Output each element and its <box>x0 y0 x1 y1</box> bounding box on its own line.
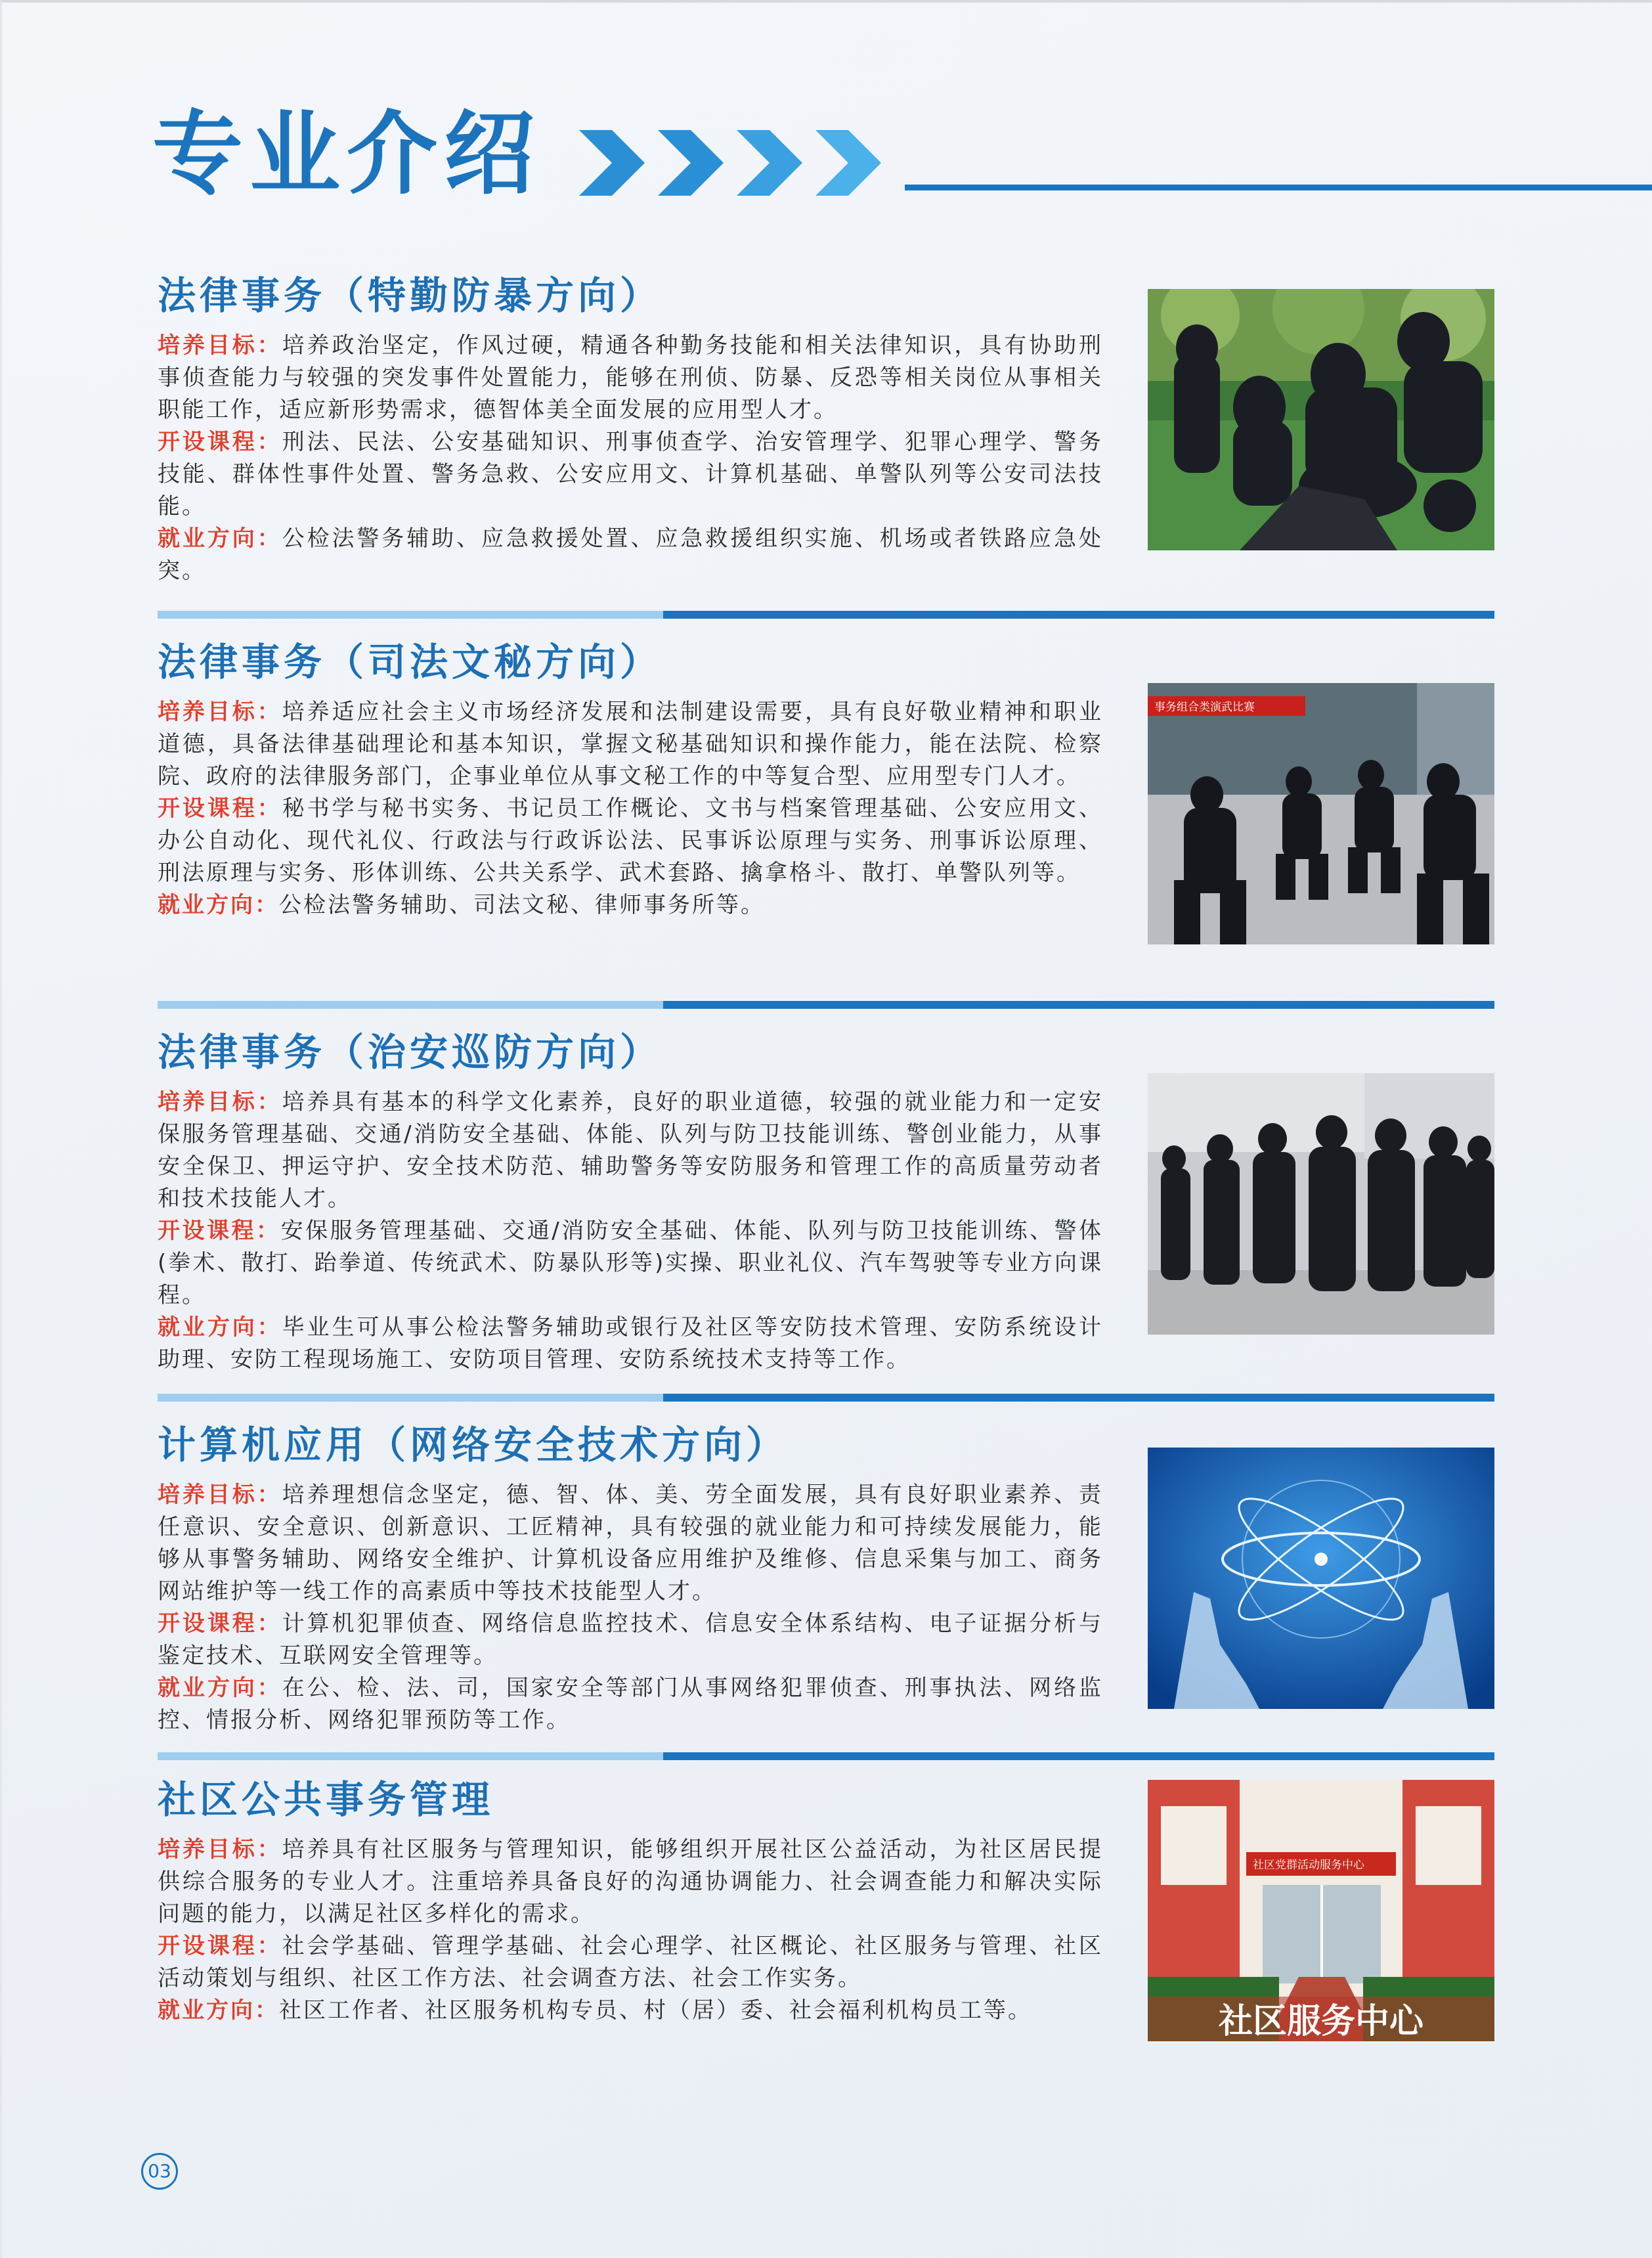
courses-paragraph <box>158 426 1103 523</box>
goal-label: 培养目标： <box>158 332 282 359</box>
courses-paragraph <box>158 793 1103 889</box>
major-description <box>158 696 1103 921</box>
career-label: 就业方向： <box>158 1675 282 1701</box>
courses-text: 安保服务管理基础、交通/消防安全基础、体能、队列与防卫技能训练、警体(拳术、散打、跆拳道、传统武术、防暴队形等)实操、职业礼仪、汽车驾驶等专业方向课程。 <box>158 1218 1104 1308</box>
page-header <box>152 99 1652 210</box>
major-description <box>158 330 1103 587</box>
courses-text: 秘书学与秘书实务、书记员工作概论、文书与档案管理基础、公安应用文、办公自动化、现代礼仪、行政法与行政诉讼法、民事诉讼原理与实务、刑事诉讼原理、刑法原理与实务、形体训练、公共关系学、武术套路、擒拿格斗、散打、单警队列等。 <box>158 795 1104 886</box>
career-text: 社区工作者、社区服务机构专员、村（居）委、社会福利机构员工等。 <box>279 1997 1032 2024</box>
career-paragraph <box>158 1995 1103 2027</box>
banner-text: 事务组合类演武比赛 <box>1154 701 1255 714</box>
major-section-community-affairs <box>158 1773 1494 2049</box>
training-photo <box>1148 289 1494 550</box>
goal-paragraph <box>158 696 1103 793</box>
major-section-judicial-secretary <box>158 636 1494 1030</box>
goal-text: 培养具有社区服务与管理知识，能够组织开展社区公益活动，为社区居民提供综合服务的专业人才。注重培养具备良好的沟通协调能力、社会调查能力和解决实际问题的能力，以满足社区多样化的需求。 <box>158 1836 1104 1927</box>
career-text: 公检法警务辅助、司法文秘、律师事务所等。 <box>279 892 765 918</box>
career-text: 在公、检、法、司，国家安全等部门从事网络犯罪侦查、刑事执法、网络监控、情报分析、网络犯罪预防等工作。 <box>158 1675 1104 1733</box>
courses-paragraph <box>158 1930 1103 1995</box>
center-sign-text: 社区党群活动服务中心 <box>1253 1859 1364 1872</box>
goal-text: 培养适应社会主义市场经济发展和法制建设需要，具有良好敬业精神和职业道德，具备法律基础理论和基本知识，掌握文秘基础知识和操作能力，能在法院、检察院、政府的法律服务部门，企事业单位从事文秘工作的中等复合型、应用型专门人才。 <box>158 699 1104 789</box>
goal-text: 培养政治坚定，作风过硬，精通各种勤务技能和相关法律知识，具有协助刑事侦查能力与较强的突发事件处置能力，能够在刑侦、防暴、反恐等相关岗位从事相关职能工作，适应新形势需求，德智体美全面发展的应用型人才。 <box>158 332 1104 423</box>
goal-label: 培养目标： <box>158 1089 282 1115</box>
courses-label: 开设课程： <box>158 429 282 455</box>
courses-paragraph <box>158 1608 1103 1672</box>
chevrons-right-icon <box>573 123 901 202</box>
major-title: 计算机应用（网络安全技术方向） <box>158 1423 789 1467</box>
career-text: 公检法警务辅助、应急救援处置、应急救援组织实施、机场或者铁路应急处突。 <box>158 525 1104 584</box>
goal-text: 培养理想信念坚定，德、智、体、美、劳全面发展，具有良好职业素养、责任意识、安全意识、创新意识、工匠精神，具有较强的就业能力和可持续发展能力，能够从事警务辅助、网络安全维护、计算机设备应用维护及维修、信息采集与加工、商务网站维护等一线工作的高素质中等技术技能型人才。 <box>158 1482 1104 1605</box>
courses-label: 开设课程： <box>158 1610 282 1637</box>
goal-label: 培养目标： <box>158 1836 282 1863</box>
career-text: 毕业生可从事公检法警务辅助或银行及社区等安防技术管理、安防系统设计助理、安防工程现场施工、安防项目管理、安防系统技术支持等工作。 <box>158 1314 1104 1373</box>
major-title: 社区公共事务管理 <box>158 1777 494 1822</box>
courses-text: 刑法、民法、公安基础知识、刑事侦查学、治安管理学、犯罪心理学、警务技能、群体性事件处置、警务急救、公安应用文、计算机基础、单警队列等公安司法技能。 <box>158 429 1104 520</box>
courses-text: 计算机犯罪侦查、网络信息监控技术、信息安全体系结构、电子证据分析与鉴定技术、互联网安全管理等。 <box>158 1610 1104 1669</box>
section-divider <box>158 611 1494 619</box>
major-title: 法律事务（特勤防暴方向） <box>158 273 663 318</box>
patrol-march-photo <box>1148 1073 1494 1335</box>
goal-paragraph <box>158 1479 1103 1608</box>
photo-caption: 社区服务中心 <box>1218 2001 1424 2041</box>
major-description <box>158 1086 1103 1376</box>
goal-paragraph <box>158 1834 1103 1930</box>
courses-paragraph <box>158 1215 1103 1312</box>
goal-label: 培养目标： <box>158 699 282 725</box>
career-label: 就业方向： <box>158 1314 282 1340</box>
major-title: 法律事务（治安巡防方向） <box>158 1030 663 1074</box>
career-label: 就业方向： <box>158 525 282 552</box>
goal-text: 培养具有基本的科学文化素养，良好的职业道德，较强的就业能力和一定安保服务管理基础、交通/消防安全基础、体能、队列与防卫技能训练、警创业能力，从事安全保卫、押运守护、安全技术防范、辅助警务等安防服务和管理工作的高质量劳动者和技术技能人才。 <box>158 1089 1104 1212</box>
career-paragraph <box>158 889 1103 921</box>
section-divider <box>158 1752 1494 1760</box>
career-label: 就业方向： <box>158 892 279 918</box>
community-center-photo <box>1148 1780 1494 2041</box>
major-section-special-duty <box>158 269 1494 624</box>
goal-paragraph <box>158 1086 1103 1215</box>
section-divider <box>158 1001 1494 1009</box>
courses-label: 开设课程： <box>158 1933 282 1959</box>
network-globe-photo <box>1148 1448 1494 1709</box>
page-number: 03 <box>141 2153 178 2190</box>
major-description <box>158 1834 1103 2027</box>
career-paragraph <box>158 1672 1103 1737</box>
career-paragraph <box>158 523 1103 587</box>
martial-arts-photo <box>1148 683 1494 944</box>
career-paragraph <box>158 1312 1103 1376</box>
goal-label: 培养目标： <box>158 1482 282 1508</box>
major-description <box>158 1479 1103 1737</box>
courses-text: 社会学基础、管理学基础、社会心理学、社区概论、社区服务与管理、社区活动策划与组织、社区工作方法、社会调查方法、社会工作实务。 <box>158 1933 1104 1991</box>
goal-paragraph <box>158 330 1103 426</box>
section-divider <box>158 1394 1494 1402</box>
courses-label: 开设课程： <box>158 795 282 822</box>
major-section-network-security <box>158 1419 1494 1760</box>
major-section-patrol <box>158 1026 1494 1407</box>
career-label: 就业方向： <box>158 1997 279 2024</box>
page-title: 专业介绍 <box>152 101 542 207</box>
header-rule <box>905 185 1652 190</box>
courses-label: 开设课程： <box>158 1218 281 1244</box>
major-title: 法律事务（司法文秘方向） <box>158 640 663 684</box>
